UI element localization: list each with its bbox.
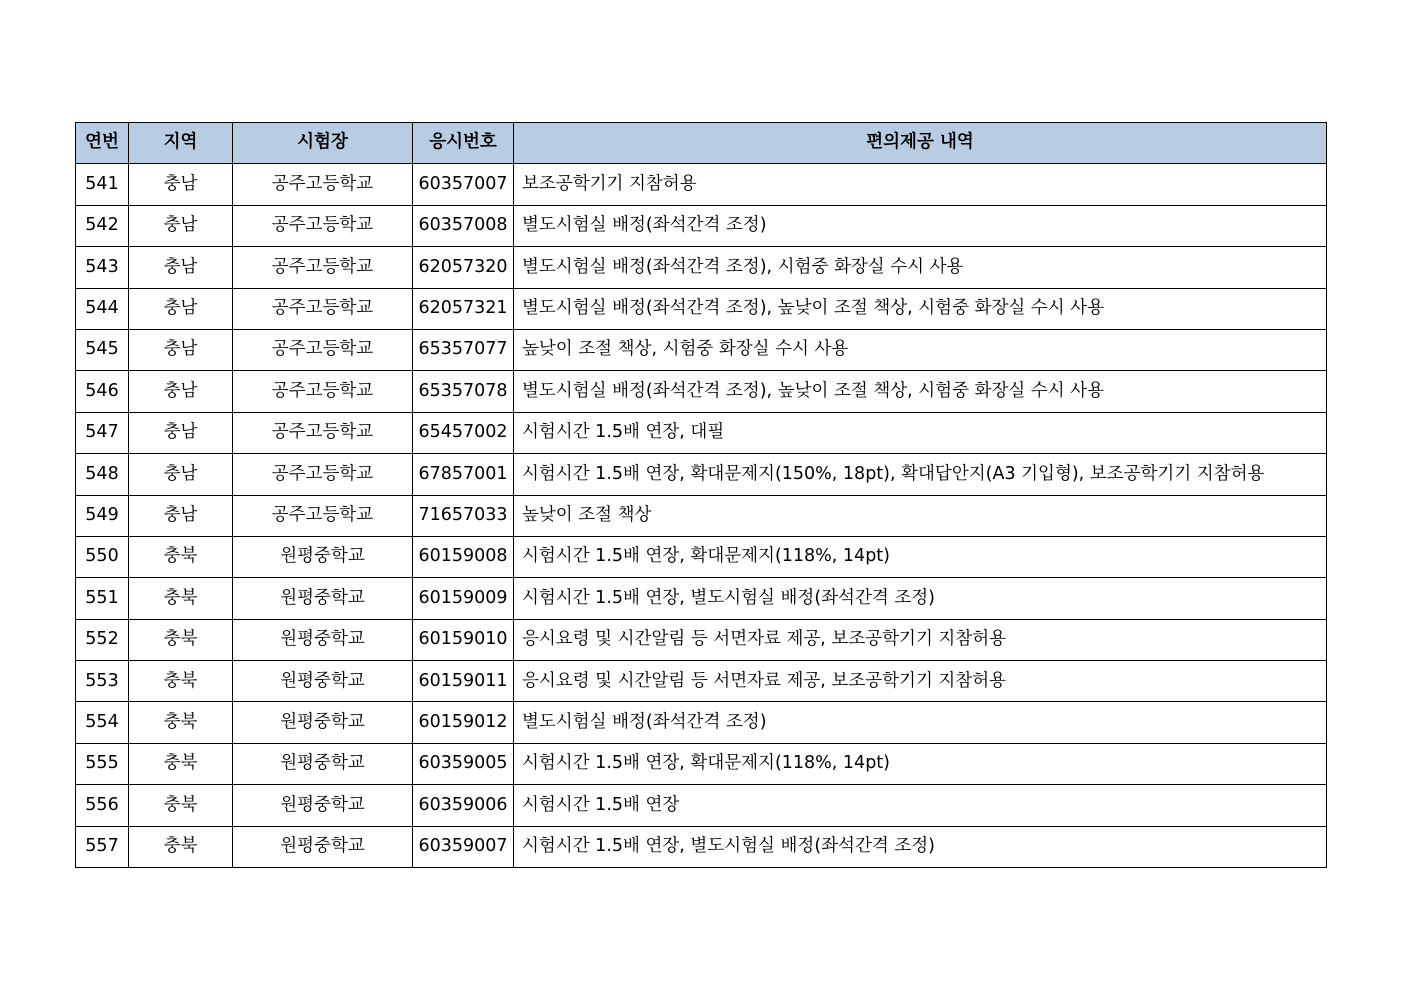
table-row <box>76 454 1327 495</box>
region-cell: 충남 <box>129 412 233 453</box>
table-row <box>76 702 1327 743</box>
table-row <box>76 826 1327 867</box>
region-cell: 충북 <box>129 785 233 826</box>
region-cell: 충북 <box>129 536 233 577</box>
serial-number-cell: 556 <box>76 785 129 826</box>
test-site-cell: 원평중학교 <box>233 826 413 867</box>
exam-number-cell: 67857001 <box>413 454 514 495</box>
accommodation-cell: 별도시험실 배정(좌석간격 조정), 높낮이 조절 책상, 시험중 화장실 수시 사용 <box>514 288 1327 329</box>
region-cell: 충남 <box>129 205 233 246</box>
test-site-cell: 공주고등학교 <box>233 454 413 495</box>
accommodation-cell: 별도시험실 배정(좌석간격 조정), 높낮이 조절 책상, 시험중 화장실 수시 사용 <box>514 371 1327 412</box>
test-site-cell: 공주고등학교 <box>233 247 413 288</box>
region-cell: 충남 <box>129 371 233 412</box>
test-site-cell: 공주고등학교 <box>233 329 413 370</box>
test-site-cell: 원평중학교 <box>233 785 413 826</box>
header-region: 지역 <box>129 123 233 164</box>
serial-number-cell: 557 <box>76 826 129 867</box>
table-row <box>76 743 1327 784</box>
table-row <box>76 495 1327 536</box>
exam-number-cell: 65357077 <box>413 329 514 370</box>
region-cell: 충북 <box>129 743 233 784</box>
serial-number-cell: 549 <box>76 495 129 536</box>
accommodation-cell: 별도시험실 배정(좌석간격 조정), 시험중 화장실 수시 사용 <box>514 247 1327 288</box>
exam-number-cell: 60159012 <box>413 702 514 743</box>
exam-number-cell: 60359006 <box>413 785 514 826</box>
table-row <box>76 329 1327 370</box>
test-site-cell: 공주고등학교 <box>233 495 413 536</box>
region-cell: 충남 <box>129 495 233 536</box>
table-row <box>76 619 1327 660</box>
table-row <box>76 785 1327 826</box>
header-accommodation-details: 편의제공 내역 <box>514 123 1327 164</box>
serial-number-cell: 550 <box>76 536 129 577</box>
table-row <box>76 247 1327 288</box>
region-cell: 충북 <box>129 661 233 702</box>
exam-number-cell: 60159009 <box>413 578 514 619</box>
test-site-cell: 공주고등학교 <box>233 412 413 453</box>
region-cell: 충북 <box>129 702 233 743</box>
table-row <box>76 578 1327 619</box>
table-row <box>76 205 1327 246</box>
serial-number-cell: 551 <box>76 578 129 619</box>
test-site-cell: 원평중학교 <box>233 702 413 743</box>
region-cell: 충북 <box>129 619 233 660</box>
region-cell: 충남 <box>129 454 233 495</box>
accommodation-cell: 보조공학기기 지참허용 <box>514 164 1327 205</box>
region-cell: 충북 <box>129 826 233 867</box>
serial-number-cell: 553 <box>76 661 129 702</box>
exam-number-cell: 60159011 <box>413 661 514 702</box>
table-body <box>76 164 1327 868</box>
serial-number-cell: 541 <box>76 164 129 205</box>
accommodation-cell: 시험시간 1.5배 연장 <box>514 785 1327 826</box>
accommodation-table <box>75 122 1327 868</box>
header-serial-number: 연번 <box>76 123 129 164</box>
test-site-cell: 원평중학교 <box>233 619 413 660</box>
accommodation-cell: 별도시험실 배정(좌석간격 조정) <box>514 205 1327 246</box>
test-site-cell: 원평중학교 <box>233 536 413 577</box>
serial-number-cell: 545 <box>76 329 129 370</box>
table-row <box>76 661 1327 702</box>
serial-number-cell: 546 <box>76 371 129 412</box>
accommodation-cell: 응시요령 및 시간알림 등 서면자료 제공, 보조공학기기 지참허용 <box>514 619 1327 660</box>
region-cell: 충북 <box>129 578 233 619</box>
serial-number-cell: 544 <box>76 288 129 329</box>
serial-number-cell: 548 <box>76 454 129 495</box>
region-cell: 충남 <box>129 247 233 288</box>
table-row <box>76 536 1327 577</box>
accommodation-cell: 시험시간 1.5배 연장, 확대문제지(118%, 14pt) <box>514 536 1327 577</box>
accommodation-cell: 시험시간 1.5배 연장, 확대문제지(118%, 14pt) <box>514 743 1327 784</box>
document-page <box>75 122 1327 868</box>
test-site-cell: 공주고등학교 <box>233 164 413 205</box>
exam-number-cell: 60159008 <box>413 536 514 577</box>
test-site-cell: 원평중학교 <box>233 743 413 784</box>
accommodation-cell: 응시요령 및 시간알림 등 서면자료 제공, 보조공학기기 지참허용 <box>514 661 1327 702</box>
accommodation-cell: 시험시간 1.5배 연장, 별도시험실 배정(좌석간격 조정) <box>514 578 1327 619</box>
serial-number-cell: 542 <box>76 205 129 246</box>
exam-number-cell: 60359005 <box>413 743 514 784</box>
accommodation-cell: 시험시간 1.5배 연장, 확대문제지(150%, 18pt), 확대답안지(A3 기입형), 보조공학기기 지참허용 <box>514 454 1327 495</box>
serial-number-cell: 547 <box>76 412 129 453</box>
exam-number-cell: 62057320 <box>413 247 514 288</box>
header-exam-number: 응시번호 <box>413 123 514 164</box>
header-test-site: 시험장 <box>233 123 413 164</box>
region-cell: 충남 <box>129 288 233 329</box>
serial-number-cell: 554 <box>76 702 129 743</box>
test-site-cell: 공주고등학교 <box>233 288 413 329</box>
accommodation-cell: 시험시간 1.5배 연장, 별도시험실 배정(좌석간격 조정) <box>514 826 1327 867</box>
test-site-cell: 원평중학교 <box>233 578 413 619</box>
accommodation-cell: 별도시험실 배정(좌석간격 조정) <box>514 702 1327 743</box>
region-cell: 충남 <box>129 164 233 205</box>
accommodation-cell: 높낮이 조절 책상, 시험중 화장실 수시 사용 <box>514 329 1327 370</box>
exam-number-cell: 65457002 <box>413 412 514 453</box>
accommodation-cell: 시험시간 1.5배 연장, 대필 <box>514 412 1327 453</box>
table-row <box>76 412 1327 453</box>
table-row <box>76 371 1327 412</box>
accommodation-cell: 높낮이 조절 책상 <box>514 495 1327 536</box>
serial-number-cell: 543 <box>76 247 129 288</box>
exam-number-cell: 60159010 <box>413 619 514 660</box>
test-site-cell: 원평중학교 <box>233 661 413 702</box>
exam-number-cell: 71657033 <box>413 495 514 536</box>
exam-number-cell: 65357078 <box>413 371 514 412</box>
exam-number-cell: 60359007 <box>413 826 514 867</box>
test-site-cell: 공주고등학교 <box>233 205 413 246</box>
exam-number-cell: 60357008 <box>413 205 514 246</box>
region-cell: 충남 <box>129 329 233 370</box>
table-row <box>76 288 1327 329</box>
exam-number-cell: 62057321 <box>413 288 514 329</box>
serial-number-cell: 552 <box>76 619 129 660</box>
table-row <box>76 164 1327 205</box>
serial-number-cell: 555 <box>76 743 129 784</box>
table-header-row <box>76 123 1327 164</box>
test-site-cell: 공주고등학교 <box>233 371 413 412</box>
exam-number-cell: 60357007 <box>413 164 514 205</box>
